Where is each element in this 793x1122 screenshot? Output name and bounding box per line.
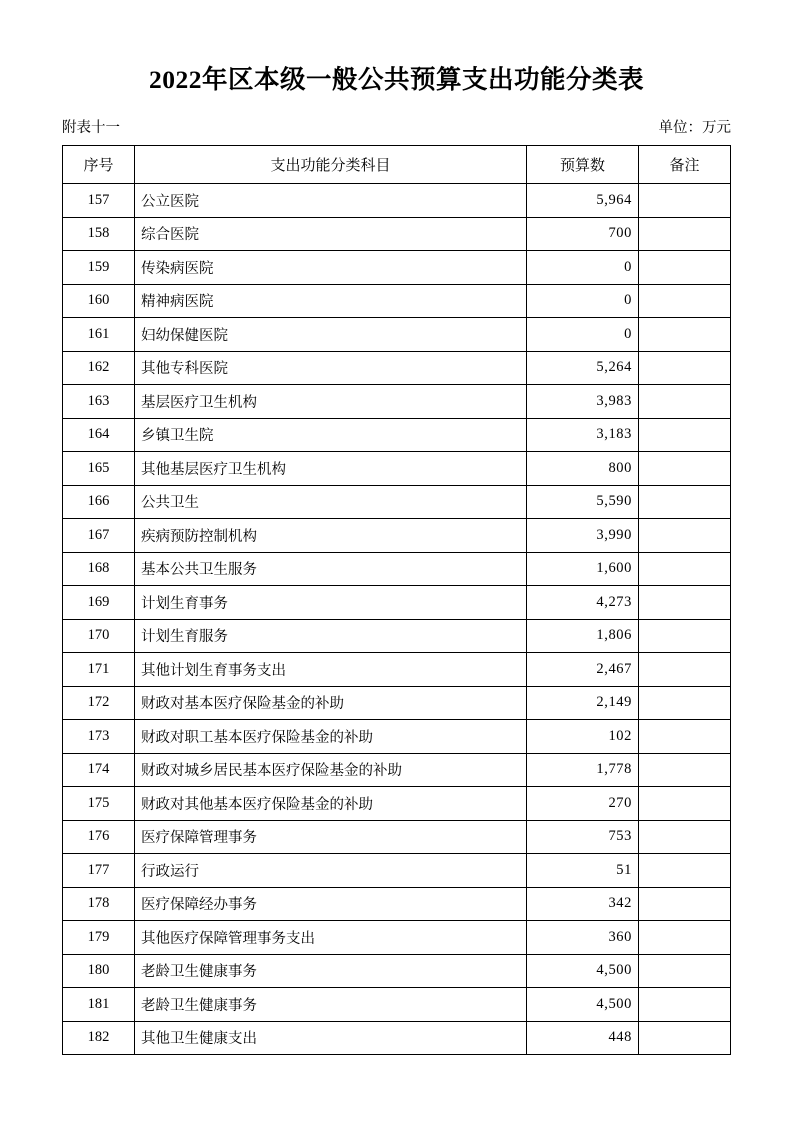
budget-table xyxy=(62,145,731,1055)
row-item-name: 计划生育事务 xyxy=(135,586,527,620)
row-number: 172 xyxy=(63,686,135,720)
row-note xyxy=(639,887,731,921)
row-note xyxy=(639,921,731,955)
row-item-name: 其他医疗保障管理事务支出 xyxy=(135,921,527,955)
row-item-name: 老龄卫生健康事务 xyxy=(135,954,527,988)
row-amount: 4,273 xyxy=(527,586,639,620)
row-number: 163 xyxy=(63,385,135,419)
row-number: 176 xyxy=(63,820,135,854)
column-header-note: 备注 xyxy=(639,146,731,184)
row-note xyxy=(639,753,731,787)
row-item-name: 乡镇卫生院 xyxy=(135,418,527,452)
row-number: 161 xyxy=(63,318,135,352)
row-number: 173 xyxy=(63,720,135,754)
table-row xyxy=(63,318,731,352)
row-number: 174 xyxy=(63,753,135,787)
row-number: 157 xyxy=(63,184,135,218)
table-row xyxy=(63,820,731,854)
table-row xyxy=(63,251,731,285)
row-item-name: 行政运行 xyxy=(135,854,527,888)
row-amount: 1,778 xyxy=(527,753,639,787)
row-number: 170 xyxy=(63,619,135,653)
row-number: 177 xyxy=(63,854,135,888)
row-item-name: 其他卫生健康支出 xyxy=(135,1021,527,1055)
row-amount: 2,149 xyxy=(527,686,639,720)
row-item-name: 财政对城乡居民基本医疗保险基金的补助 xyxy=(135,753,527,787)
row-number: 169 xyxy=(63,586,135,620)
unit-label: 单位：万元 xyxy=(658,120,731,136)
row-item-name: 疾病预防控制机构 xyxy=(135,519,527,553)
row-note xyxy=(639,787,731,821)
row-note xyxy=(639,586,731,620)
column-header-amount: 预算数 xyxy=(527,146,639,184)
row-item-name: 基层医疗卫生机构 xyxy=(135,385,527,419)
table-row xyxy=(63,519,731,553)
row-amount: 700 xyxy=(527,217,639,251)
row-number: 175 xyxy=(63,787,135,821)
row-item-name: 公共卫生 xyxy=(135,485,527,519)
row-amount: 270 xyxy=(527,787,639,821)
row-amount: 0 xyxy=(527,318,639,352)
table-header-row xyxy=(63,146,731,184)
row-number: 181 xyxy=(63,988,135,1022)
table-row xyxy=(63,787,731,821)
table-row xyxy=(63,720,731,754)
row-number: 166 xyxy=(63,485,135,519)
row-note xyxy=(639,552,731,586)
table-header xyxy=(63,146,731,184)
table-row xyxy=(63,485,731,519)
row-amount: 4,500 xyxy=(527,954,639,988)
row-note xyxy=(639,217,731,251)
row-amount: 3,990 xyxy=(527,519,639,553)
row-item-name: 精神病医院 xyxy=(135,284,527,318)
row-note xyxy=(639,988,731,1022)
page-title: 2022年区本级一般公共预算支出功能分类表 xyxy=(148,65,644,94)
column-header-item: 支出功能分类科目 xyxy=(135,146,527,184)
subheader-row xyxy=(62,116,731,137)
row-item-name: 妇幼保健医院 xyxy=(135,318,527,352)
table-body xyxy=(63,184,731,1055)
row-note xyxy=(639,1021,731,1055)
row-amount: 360 xyxy=(527,921,639,955)
row-number: 158 xyxy=(63,217,135,251)
row-item-name: 财政对基本医疗保险基金的补助 xyxy=(135,686,527,720)
table-row xyxy=(63,854,731,888)
row-amount: 4,500 xyxy=(527,988,639,1022)
row-number: 160 xyxy=(63,284,135,318)
table-row xyxy=(63,887,731,921)
row-note xyxy=(639,351,731,385)
row-note xyxy=(639,318,731,352)
table-row xyxy=(63,351,731,385)
row-amount: 800 xyxy=(527,452,639,486)
row-number: 167 xyxy=(63,519,135,553)
table-row xyxy=(63,653,731,687)
table-row xyxy=(63,921,731,955)
row-note xyxy=(639,720,731,754)
row-note xyxy=(639,686,731,720)
row-amount: 3,183 xyxy=(527,418,639,452)
table-row xyxy=(63,954,731,988)
row-item-name: 综合医院 xyxy=(135,217,527,251)
table-row xyxy=(63,686,731,720)
row-amount: 0 xyxy=(527,251,639,285)
row-number: 171 xyxy=(63,653,135,687)
table-row xyxy=(63,988,731,1022)
table-row xyxy=(63,418,731,452)
table-row xyxy=(63,552,731,586)
row-item-name: 计划生育服务 xyxy=(135,619,527,653)
row-note xyxy=(639,619,731,653)
row-item-name: 其他专科医院 xyxy=(135,351,527,385)
row-note xyxy=(639,418,731,452)
row-amount: 3,983 xyxy=(527,385,639,419)
row-number: 179 xyxy=(63,921,135,955)
row-number: 164 xyxy=(63,418,135,452)
row-number: 162 xyxy=(63,351,135,385)
row-note xyxy=(639,452,731,486)
table-row xyxy=(63,619,731,653)
sheet-label: 附表十一 xyxy=(62,120,120,136)
row-note xyxy=(639,184,731,218)
row-number: 178 xyxy=(63,887,135,921)
row-amount: 342 xyxy=(527,887,639,921)
row-item-name: 基本公共卫生服务 xyxy=(135,552,527,586)
row-note xyxy=(639,485,731,519)
table-row xyxy=(63,284,731,318)
row-amount: 5,590 xyxy=(527,485,639,519)
row-amount: 5,964 xyxy=(527,184,639,218)
row-amount: 1,600 xyxy=(527,552,639,586)
row-amount: 448 xyxy=(527,1021,639,1055)
row-item-name: 其他基层医疗卫生机构 xyxy=(135,452,527,486)
row-note xyxy=(639,251,731,285)
row-number: 180 xyxy=(63,954,135,988)
row-amount: 5,264 xyxy=(527,351,639,385)
row-amount: 0 xyxy=(527,284,639,318)
row-amount: 2,467 xyxy=(527,653,639,687)
table-row xyxy=(63,1021,731,1055)
row-note xyxy=(639,519,731,553)
column-header-no: 序号 xyxy=(63,146,135,184)
row-amount: 1,806 xyxy=(527,619,639,653)
table-row xyxy=(63,452,731,486)
row-note xyxy=(639,820,731,854)
row-number: 182 xyxy=(63,1021,135,1055)
row-number: 165 xyxy=(63,452,135,486)
row-item-name: 医疗保障经办事务 xyxy=(135,887,527,921)
row-item-name: 财政对职工基本医疗保险基金的补助 xyxy=(135,720,527,754)
table-row xyxy=(63,586,731,620)
row-note xyxy=(639,385,731,419)
row-number: 159 xyxy=(63,251,135,285)
row-note xyxy=(639,954,731,988)
row-amount: 51 xyxy=(527,854,639,888)
row-number: 168 xyxy=(63,552,135,586)
row-note xyxy=(639,284,731,318)
row-amount: 753 xyxy=(527,820,639,854)
row-item-name: 公立医院 xyxy=(135,184,527,218)
row-note xyxy=(639,653,731,687)
row-item-name: 老龄卫生健康事务 xyxy=(135,988,527,1022)
table-row xyxy=(63,184,731,218)
row-amount: 102 xyxy=(527,720,639,754)
row-item-name: 其他计划生育事务支出 xyxy=(135,653,527,687)
row-item-name: 医疗保障管理事务 xyxy=(135,820,527,854)
row-item-name: 财政对其他基本医疗保险基金的补助 xyxy=(135,787,527,821)
row-item-name: 传染病医院 xyxy=(135,251,527,285)
row-note xyxy=(639,854,731,888)
table-row xyxy=(63,753,731,787)
table-row xyxy=(63,217,731,251)
table-row xyxy=(63,385,731,419)
